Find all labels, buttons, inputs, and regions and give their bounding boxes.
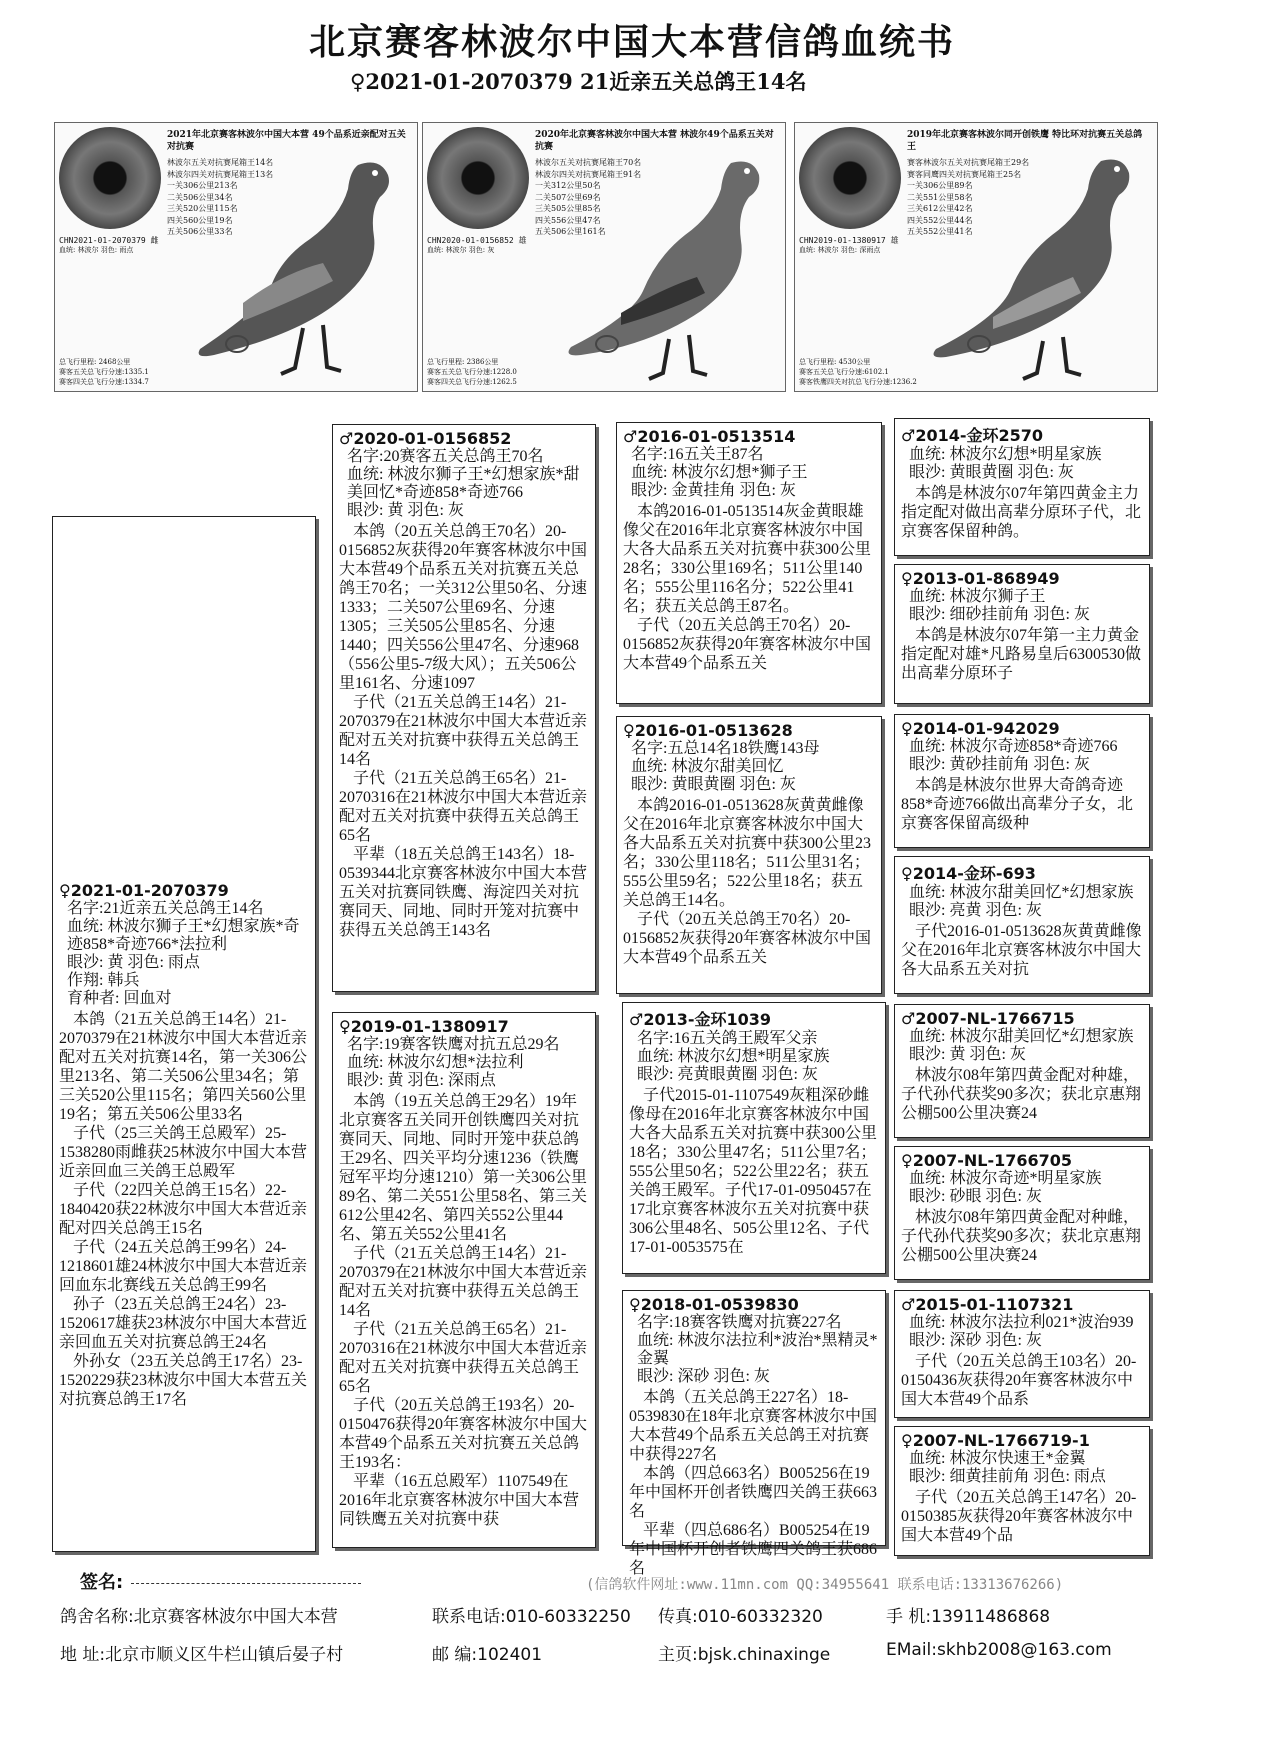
pedigree-line: 血统: 林波尔奇迹858*奇迹766 — [909, 738, 1118, 755]
pedigree-line: 眼沙: 金黄挂角 羽色: 灰 — [631, 482, 796, 499]
note-paragraph: 外孙女（23五关总鸽王17名）23-1520229获23林波尔中国大本营五关对抗赛总鸽王17名 — [59, 1353, 308, 1408]
fax: 传真:010-60332320 — [658, 1607, 823, 1627]
pedigree-line: 眼沙: 深砂 羽色: 灰 — [909, 1332, 1042, 1349]
pedigree-line: 名字:16五关王87名 — [631, 446, 764, 463]
pedigree-line: 血统: 林波尔甜美回忆 — [631, 758, 784, 775]
ring-number: ♀2014-金环-693 — [901, 864, 1036, 883]
photo-stat: 五关552公里41名 — [907, 227, 973, 236]
photo-panel-sire — [422, 122, 786, 392]
pedigree-line: 眼沙: 亮黄 羽色: 灰 — [909, 902, 1042, 919]
note-paragraph: 子代（20五关总鸽王147名）20-0150385灰获得20年赛客林波尔中国大本营49个品 — [901, 1489, 1137, 1544]
pedigree-line: 眼沙: 亮黄眼黄圈 羽色: 灰 — [637, 1066, 818, 1083]
pedigree-line: 血统: 林波尔狮子王*幻想家族*甜美回忆*奇迹858*奇迹766 — [347, 466, 580, 501]
photo-heading: 2019年北京赛客林波尔同开创铁鹰 特比环对抗赛五关总鸽王 — [907, 130, 1143, 152]
ring-number: ♂2016-01-0513514 — [623, 427, 796, 446]
pedigree-line: 眼沙: 黄 羽色: 雨点 — [67, 954, 200, 971]
ring-number: ♀2007-NL-1766705 — [901, 1151, 1073, 1170]
pedigree-line: 血统: 林波尔幻想*法拉利 — [347, 1054, 524, 1071]
photo-heading: 2020年北京赛客林波尔中国大本营 林波尔49个品系五关对抗赛 — [535, 130, 774, 152]
photo-stat: 四关552公里44名 — [907, 215, 973, 225]
ring-number: ♀2007-NL-1766719-1 — [901, 1431, 1090, 1450]
photo-ring: CHN2020-01-0156852 雄 — [427, 236, 527, 245]
photo-stat: 林波尔四关对抗赛尾箱王13名 — [167, 169, 274, 179]
note-paragraph: 孙子（23五关总鸽王24名）23-1520617雄获23林波尔中国大本营近亲回血五关对抗赛总鸽王24名 — [59, 1296, 308, 1351]
grandsire-maternal-card — [622, 1002, 886, 1274]
photo-ring: CHN2019-01-1380917 雄 — [799, 236, 899, 245]
photo-stat: 五关506公里33名 — [167, 227, 233, 236]
pedigree-line: 血统: 林波尔甜美回忆*幻想家族 — [909, 1028, 1134, 1045]
pedigree-notes — [901, 1066, 1143, 1123]
pedigree-line: 名字:五总14名18铁鹰143母 — [631, 740, 820, 757]
pedigree-notes — [59, 1010, 309, 1409]
ring-number: ♂2014-金环2570 — [901, 426, 1044, 445]
note-paragraph: 子代（22四关总鸽王15名）22-1840420获22林波尔中国大本营近亲配对四关总鸽王15名 — [59, 1182, 308, 1237]
great-grandparent-card — [894, 1426, 1150, 1556]
great-grandparent-card — [894, 418, 1150, 556]
photo-stat: 二关506公里34名 — [167, 192, 233, 202]
pedigree-line: 眼沙: 黄 羽色: 灰 — [347, 502, 464, 519]
note-paragraph: 本鸽（21五关总鸽王14名）21-2070379在21林波尔中国大本营近亲配对五关对抗赛14名，第一关306公里213名、第二关506公里34名；第三关520公里115名；第四关560公里19名；第五关506公里33名 — [59, 1011, 308, 1123]
email: EMail:skhb2008@163.com — [886, 1640, 1112, 1660]
ring-number: ♀2014-01-942029 — [901, 719, 1060, 738]
pedigree-line: 眼沙: 黄 羽色: 深雨点 — [347, 1072, 496, 1089]
ring-number: ♀2013-01-868949 — [901, 569, 1060, 588]
great-grandparent-card — [894, 856, 1150, 994]
note-paragraph: 本鸽（20五关总鸽王70名）20-0156852灰获得20年赛客林波尔中国大本营49个品系五关对抗赛五关总鸽王70名；一关312公里50名、分速1333；二关507公里69名、分速1305；三关505公里85名、分速1440；四关556公里47名、分速968（556公里5-7级大风）；五关506公里161名、分速1097 — [339, 523, 588, 692]
photo-stat: 一关312公里50名 — [535, 181, 601, 190]
page-title: 北京赛客林波尔中国大本营信鸽血统书 — [308, 22, 955, 63]
pedigree-notes — [623, 796, 875, 967]
note-paragraph: 子代（20五关总鸽王193名）20-0150476获得20年赛客林波尔中国大本营49个品系五关对抗赛五关总鸽王193名： — [339, 1397, 588, 1471]
photo-owner: 血统: 林波尔 羽色: 深雨点 — [799, 246, 881, 254]
pedigree-notes — [629, 1086, 879, 1257]
photo-stat: 一关306公里213名 — [167, 181, 238, 190]
note-paragraph: 平辈（四总686名）B005254在19年中国杯开创者铁鹰四关鸽王获686名 — [629, 1522, 878, 1577]
great-grandparent-card — [894, 564, 1150, 704]
note-paragraph: 本鸽（四总663名）B005256在19年中国杯开创者铁鹰四关鸽王获663名 — [629, 1465, 878, 1520]
pedigree-line: 血统: 林波尔狮子王*幻想家族*奇迹858*奇迹766*法拉利 — [67, 918, 300, 953]
photo-heading: 2021年北京赛客林波尔中国大本营 49个品系近亲配对五关对抗赛 — [167, 130, 406, 152]
pedigree-line: 血统: 林波尔快速王*金翼 — [909, 1450, 1086, 1467]
pedigree-line: 血统: 林波尔奇迹*明星家族 — [909, 1170, 1102, 1187]
eye-photo — [799, 127, 901, 229]
photo-stat: 三关520公里115名 — [167, 204, 238, 213]
photo-owner: 血统: 林波尔 羽色: 灰 — [427, 246, 495, 254]
eye-photo — [59, 127, 161, 229]
photo-footer — [799, 357, 917, 387]
note-paragraph: 本鸽（19五关总鸽王29名）19年北京赛客五关同开创铁鹰四关对抗赛同天、同地、同时开笼中获总鸽王29名、四关平均分速1236（铁鹰冠军平均分速1210）第一关306公里89名、第二关551公里58名、第三关612公里42名、第四关552公里44名、第五关552公里41名 — [339, 1093, 588, 1243]
grandsire-paternal-card — [616, 422, 882, 704]
pigeon-photo — [183, 153, 413, 388]
photo-stat: 林波尔五关对抗赛尾箱王14名 — [167, 158, 274, 167]
photo-footer-line: 总飞行里程: 2468公里 — [59, 358, 131, 366]
pedigree-line: 血统: 林波尔甜美回忆*幻想家族 — [909, 884, 1134, 901]
note-paragraph: 子代（20五关总鸽王70名）20-0156852灰获得20年赛客林波尔中国大本营49个品系五关 — [623, 617, 872, 672]
note-paragraph: 林波尔08年第四黄金配对种雌，子代孙代获奖90多次；获北京惠翔公棚500公里决赛24 — [901, 1209, 1142, 1264]
pedigree-line: 名字:18赛客铁鹰对抗赛227名 — [637, 1314, 842, 1331]
address: 地 址:北京市顺义区牛栏山镇后晏子村 — [60, 1645, 344, 1665]
photo-stat: 林波尔四关对抗赛尾箱王91名 — [535, 169, 642, 179]
pedigree-notes — [901, 626, 1143, 683]
logo-icon — [595, 335, 619, 353]
pedigree-line: 作翔: 韩兵 — [67, 972, 140, 989]
pedigree-line: 眼沙: 砂眼 羽色: 灰 — [909, 1188, 1042, 1205]
great-grandparent-card — [894, 1290, 1150, 1418]
homepage: 主页:bjsk.chinaxinge — [658, 1645, 831, 1665]
photo-stat: 林波尔五关对抗赛尾箱王70名 — [535, 158, 642, 167]
photo-panel-dam — [794, 122, 1158, 392]
note-paragraph: 林波尔08年第四黄金配对种雄，子代孙代获奖90多次；获北京惠翔公棚500公里决赛24 — [901, 1067, 1142, 1122]
photo-stat: 四关556公里47名 — [535, 215, 601, 225]
note-paragraph: 子代（24五关总鸽王99名）24-1218601雄24林波尔中国大本营近亲回血东北赛线五关总鸽王99名 — [59, 1239, 308, 1294]
photo-footer-line: 赛客四关总飞行分速:1334.7 — [59, 378, 149, 386]
great-grandparent-card — [894, 714, 1150, 848]
pedigree-notes — [901, 776, 1143, 833]
photo-owner: 血统: 林波尔 羽色: 雨点 — [59, 246, 134, 254]
pedigree-line: 血统: 林波尔法拉利*波治*黑精灵*金翼 — [637, 1332, 878, 1367]
note-paragraph: 子代（21五关总鸽王14名）21-2070379在21林波尔中国大本营近亲配对五关对抗赛中获得五关总鸽王14名 — [339, 1245, 588, 1319]
subject-card — [52, 516, 316, 1552]
pedigree-line: 眼沙: 黄 羽色: 灰 — [909, 1046, 1026, 1063]
pedigree-notes — [901, 1488, 1143, 1545]
pedigree-line: 血统: 林波尔幻想*明星家族 — [909, 446, 1102, 463]
pedigree-line: 名字:19赛客铁鹰对抗五总29名 — [347, 1036, 560, 1053]
dam-card — [332, 1012, 596, 1548]
note-paragraph: 子代2015-01-1107549灰粗深砂雌像母在2016年北京赛客林波尔中国大各大品系五关对抗赛中获300公里18名；330公里47名；511公里7名；555公里50名；522公里22名；获五关鸽王殿军。子代17-01-0950457在17北京赛客林波尔五关对抗赛中获306公里48名、505公里12名、子代17-01-0053575在 — [629, 1087, 878, 1256]
note-paragraph: 子代（21五关总鸽王65名）21-2070316在21林波尔中国大本营近亲配对五关对抗赛中获得五关总鸽王65名 — [339, 1321, 588, 1395]
granddam-maternal-card — [622, 1290, 886, 1577]
pedigree-line: 眼沙: 细砂挂前角 羽色: 灰 — [909, 606, 1090, 623]
ring-number: ♂2020-01-0156852 — [339, 429, 512, 448]
pedigree-line: 眼沙: 黄砂挂前角 羽色: 灰 — [909, 756, 1090, 773]
pedigree-line: 眼沙: 黄眼黄圈 羽色: 灰 — [631, 776, 796, 793]
postcode: 邮 编:102401 — [432, 1645, 543, 1665]
note-paragraph: 本鸽（五关总鸽王227名）18-0539830在18年北京赛客林波尔中国大本营49个品系五关总鸽王对抗赛中获得227名 — [629, 1389, 878, 1463]
ring-number: ♀2021-01-2070379 — [59, 881, 229, 900]
pigeon-photo — [923, 153, 1153, 388]
photo-panel-subject — [54, 122, 418, 392]
photo-stat: 四关560公里19名 — [167, 215, 233, 225]
great-grandparent-card — [894, 1004, 1150, 1138]
pedigree-line: 眼沙: 黄眼黄圈 羽色: 灰 — [909, 464, 1074, 481]
mobile: 手 机:13911486868 — [886, 1607, 1051, 1627]
pedigree-line: 血统: 林波尔法拉利021*波治939 — [909, 1314, 1134, 1331]
pedigree-notes — [339, 522, 589, 940]
pedigree-line: 名字:20赛客五关总鸽王70名 — [347, 448, 544, 465]
ring-number: ♀2019-01-1380917 — [339, 1017, 509, 1036]
pedigree-notes — [901, 1352, 1143, 1409]
pedigree-line: 血统: 林波尔幻想*狮子王 — [631, 464, 808, 481]
note-paragraph: 子代（21五关总鸽王14名）21-2070379在21林波尔中国大本营近亲配对五关对抗赛中获得五关总鸽王14名 — [339, 694, 588, 768]
photo-stat: 赛客林波尔五关对抗赛尾箱王29名 — [907, 158, 1030, 167]
photo-stat: 一关306公里89名 — [907, 181, 973, 190]
signature-label: 签名: — [80, 1572, 124, 1593]
note-paragraph: 子代（25三关鸽王总殿军）25-1538280雨雌获25林波尔中国大本营近亲回血三关鸽王总殿军 — [59, 1125, 308, 1180]
pedigree-notes — [901, 922, 1143, 979]
pedigree-notes — [901, 484, 1143, 541]
pedigree-line: 眼沙: 深砂 羽色: 灰 — [637, 1368, 770, 1385]
ring-number: ♂2015-01-1107321 — [901, 1295, 1074, 1314]
photo-footer-line: 赛客五关总飞行分速:1335.1 — [59, 368, 149, 376]
software-credit: (信鸽软件网址:www.11mn.com QQ:34955641 联系电话:13313676266) — [586, 1577, 1064, 1593]
signature-line — [80, 1568, 361, 1594]
note-paragraph: 子代（20五关总鸽王70名）20-0156852灰获得20年赛客林波尔中国大本营49个品系五关 — [623, 911, 872, 966]
note-paragraph: 本鸽2016-01-0513514灰金黄眼雄像父在2016年北京赛客林波尔中国大各大品系五关对抗赛中获300公里28名；330公里169名；511公里140名；555公里116名分；522公里41名；获五关总鸽王87名。 — [623, 503, 872, 615]
note-paragraph: 子代（21五关总鸽王65名）21-2070316在21林波尔中国大本营近亲配对五关对抗赛中获得五关总鸽王65名 — [339, 770, 588, 844]
pedigree-line: 血统: 林波尔狮子王 — [909, 588, 1046, 605]
note-paragraph: 平辈（16五总殿军）1107549在2016年北京赛客林波尔中国大本营同铁鹰五关对抗赛中获 — [339, 1473, 580, 1528]
pedigree-line: 血统: 林波尔幻想*明星家族 — [637, 1048, 830, 1065]
pedigree-notes — [629, 1388, 879, 1578]
photo-footer-line: 总飞行里程: 4530公里 — [799, 358, 871, 366]
note-paragraph: 本鸽是林波尔07年第一主力黄金指定配对雄*凡路易皇后6300530做出高辈分原环子 — [901, 627, 1142, 682]
photo-footer — [427, 357, 517, 387]
photo-footer — [59, 357, 149, 387]
ring-number: ♀2018-01-0539830 — [629, 1295, 799, 1314]
photo-stat: 五关506公里161名 — [535, 227, 606, 236]
pigeon-photo — [551, 153, 781, 388]
note-paragraph: 子代（20五关总鸽王103名）20-0150436灰获得20年赛客林波尔中国大本营49个品系 — [901, 1353, 1137, 1408]
photo-stat: 三关505公里85名 — [535, 204, 601, 213]
pedigree-line: 名字:16五关鸽王殿军父亲 — [637, 1030, 818, 1047]
pedigree-notes — [339, 1092, 589, 1529]
photo-stat: 赛客同鹰四关对抗赛尾箱王25名 — [907, 169, 1022, 179]
note-paragraph: 平辈（18五关总鸽王143名）18-0539344北京赛客林波尔中国大本营五关对抗赛同铁鹰、海淀四关对抗赛同天、同地、同时开笼对抗赛中获得五关总鸽王143名 — [339, 846, 588, 939]
note-paragraph: 本鸽2016-01-0513628灰黄黄雌像父在2016年北京赛客林波尔中国大各大品系五关对抗赛中获300公里23名；330公里118名；511公里31名；555公里59名；522公里18名；获五关总鸽王14名。 — [623, 797, 872, 909]
photo-footer-line: 赛客五关总飞行分速:1228.0 — [427, 368, 517, 376]
photo-footer-line: 赛客铁鹰四关对抗总飞行分速:1236.2 — [799, 378, 917, 386]
pedigree-notes — [901, 1208, 1143, 1265]
pedigree-notes — [623, 502, 875, 673]
logo-icon — [967, 335, 991, 353]
logo-icon — [225, 335, 249, 353]
signature-field — [131, 1583, 361, 1584]
pedigree-line: 育种者: 回血对 — [67, 990, 172, 1007]
ring-number: ♀2016-01-0513628 — [623, 721, 793, 740]
note-paragraph: 子代2016-01-0513628灰黄黄雌像父在2016年北京赛客林波尔中国大各大品系五关对抗 — [901, 923, 1142, 978]
sire-card — [332, 424, 596, 992]
loft-name: 鸽舍名称:北京赛客林波尔中国大本营 — [60, 1607, 338, 1627]
photo-stat: 二关551公里58名 — [907, 192, 973, 202]
great-grandparent-card — [894, 1146, 1150, 1280]
photo-stat: 二关507公里69名 — [535, 192, 601, 202]
ring-number: ♂2013-金环1039 — [629, 1010, 772, 1029]
granddam-paternal-card — [616, 716, 882, 994]
photo-ring: CHN2021-01-2070379 雌 — [59, 236, 159, 245]
page-subtitle: ♀2021-01-2070379 21近亲五关总鸽王14名 — [350, 69, 807, 94]
photo-footer-line: 赛客五关总飞行分速:6102.1 — [799, 368, 889, 376]
pedigree-line: 眼沙: 细黄挂前角 羽色: 雨点 — [909, 1468, 1106, 1485]
photo-footer-line: 赛客四关总飞行分速:1262.5 — [427, 378, 517, 386]
phone: 联系电话:010-60332250 — [432, 1607, 631, 1627]
photo-stat: 三关612公里42名 — [907, 204, 973, 213]
ring-number: ♂2007-NL-1766715 — [901, 1009, 1075, 1028]
photo-footer-line: 总飞行里程: 2386公里 — [427, 358, 499, 366]
note-paragraph: 本鸽是林波尔世界大奇鸽奇迹858*奇迹766做出高辈分子女，北京赛客保留高级种 — [901, 777, 1134, 832]
note-paragraph: 本鸽是林波尔07年第四黄金主力指定配对做出高辈分原环子代，北京赛客保留种鸽。 — [901, 485, 1142, 540]
pedigree-line: 名字:21近亲五关总鸽王14名 — [67, 900, 264, 917]
eye-photo — [427, 127, 529, 229]
